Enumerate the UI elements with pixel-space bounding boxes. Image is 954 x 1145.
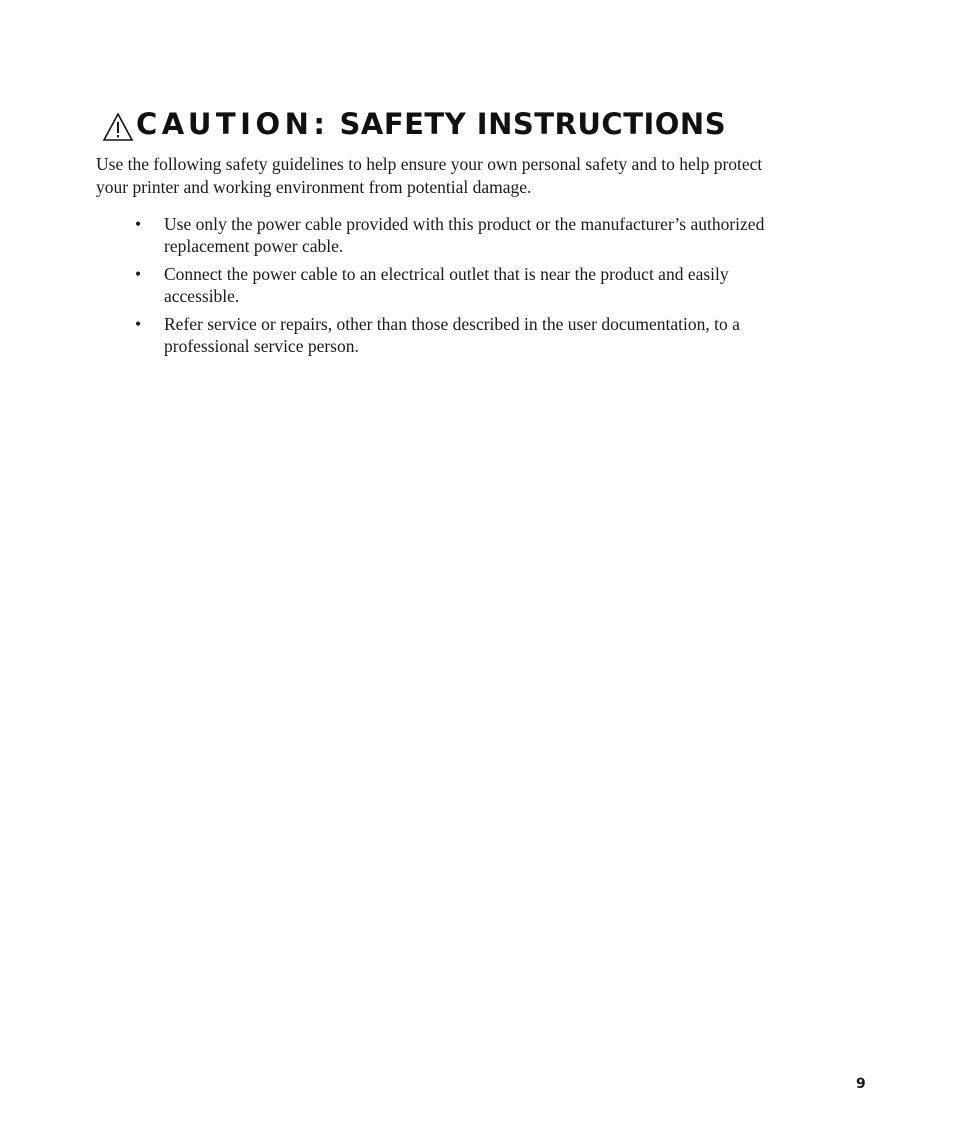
intro-paragraph: Use the following safety guidelines to help ensure your own personal safety and to help protect your printer and working environment from potential damage. <box>96 154 763 197</box>
caution-label: CAUTION: <box>136 107 330 141</box>
list-item-text: Connect the power cable to an electrical outlet that is near the product and easily accessible. <box>164 264 729 306</box>
list-item-text: Refer service or repairs, other than those described in the user documentation, to a professional service person. <box>164 314 740 356</box>
list-item-text: Use only the power cable provided with this product or the manufacturer’s authorized replacement power cable. <box>164 214 765 256</box>
bullet-icon: • <box>135 264 142 284</box>
safety-list <box>96 213 776 363</box>
page-number: 9 <box>856 1076 866 1092</box>
bullet-icon: • <box>135 214 142 234</box>
list-item <box>96 213 776 257</box>
list-item <box>96 313 776 357</box>
page-title: SAFETY INSTRUCTIONS <box>339 107 727 141</box>
section-heading <box>102 106 726 142</box>
bullet-icon: • <box>135 314 142 334</box>
list-item <box>96 263 776 307</box>
warning-triangle-icon <box>102 112 134 142</box>
